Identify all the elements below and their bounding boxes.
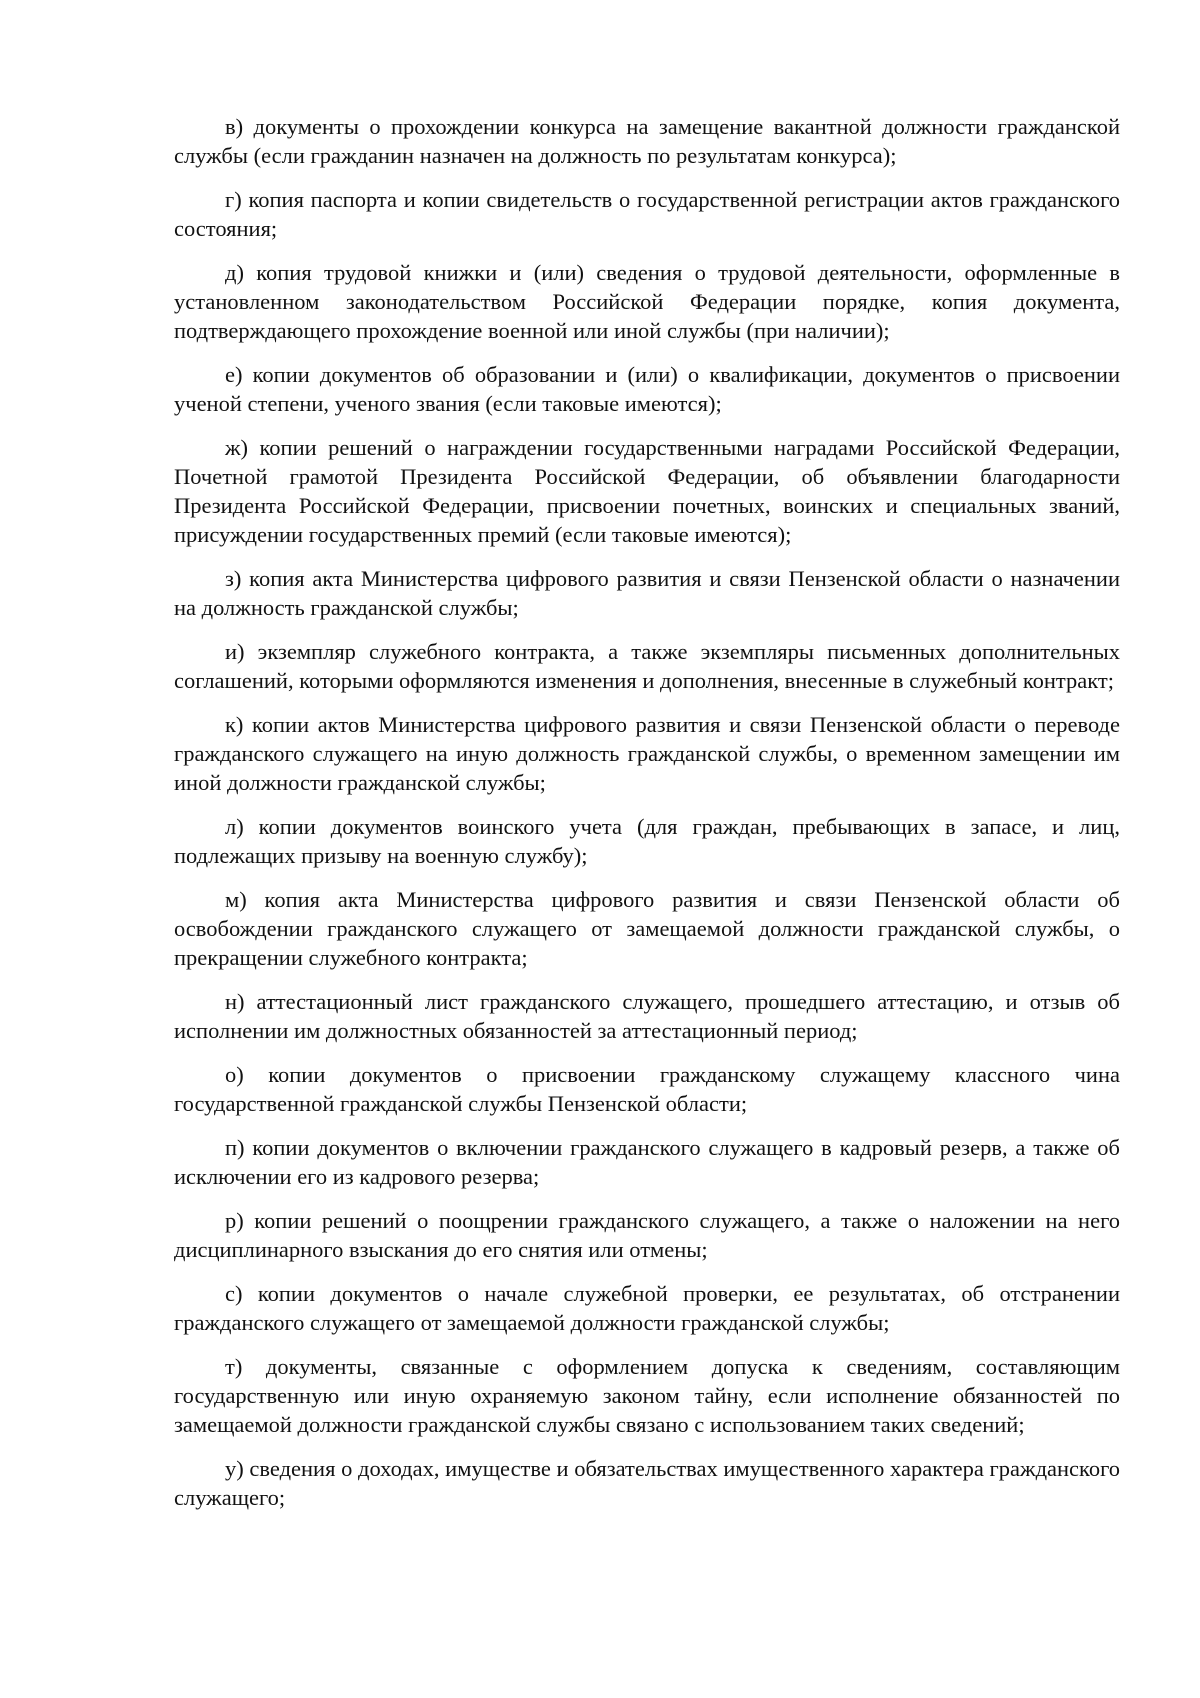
list-item-g: г) копия паспорта и копии свидетельств о государственной регистрации актов гражданского состояния; <box>174 187 1120 241</box>
list-item-z: з) копия акта Министерства цифрового развития и связи Пензенской области о назначении на должность гражданской службы; <box>174 566 1120 620</box>
list-item-t: т) документы, связанные с оформлением допуска к сведениям, составляющим государственную или иную охраняемую законом тайну, если исполнение обязанностей по замещаемой должности гражданской службы связано с использованием таких сведений; <box>174 1354 1120 1437</box>
list-item-r: р) копии решений о поощрении гражданского служащего, а также о наложении на него дисциплинарного взыскания до его снятия или отмены; <box>174 1208 1120 1262</box>
list-item-u: у) сведения о доходах, имуществе и обязательствах имущественного характера гражданского служащего; <box>174 1456 1120 1510</box>
list-item-zh: ж) копии решений о награждении государственными наградами Российской Федерации, Почетной грамотой Президента Российской Федерации, об объявлении благодарности Президента Российской Федерации, присвоении почетных, воинских и специальных званий, присуждении государственных премий (если таковые имеются); <box>174 435 1120 547</box>
list-item-v: в) документы о прохождении конкурса на замещение вакантной должности гражданской службы (если гражданин назначен на должность по результатам конкурса); <box>174 114 1120 168</box>
list-item-e: е) копии документов об образовании и (или) о квалификации, документов о присвоении ученой степени, ученого звания (если таковые имеются); <box>174 362 1120 416</box>
list-item-n: н) аттестационный лист гражданского служащего, прошедшего аттестацию, и отзыв об исполнении им должностных обязанностей за аттестационный период; <box>174 989 1120 1043</box>
list-item-m: м) копия акта Министерства цифрового развития и связи Пензенской области об освобождении гражданского служащего от замещаемой должности гражданской службы, о прекращении служебного контракта; <box>174 887 1120 970</box>
document-body <box>174 112 1120 1527</box>
list-item-o: о) копии документов о присвоении гражданскому служащему классного чина государственной гражданской службы Пензенской области; <box>174 1062 1120 1116</box>
list-item-d: д) копия трудовой книжки и (или) сведения о трудовой деятельности, оформленные в установленном законодательством Российской Федерации порядке, копия документа, подтверждающего прохождение военной или иной службы (при наличии); <box>174 260 1120 343</box>
list-item-p: п) копии документов о включении гражданского служащего в кадровый резерв, а также об исключении его из кадрового резерва; <box>174 1135 1120 1189</box>
list-item-i: и) экземпляр служебного контракта, а также экземпляры письменных дополнительных соглашений, которыми оформляются изменения и дополнения, внесенные в служебный контракт; <box>174 639 1120 693</box>
list-item-k: к) копии актов Министерства цифрового развития и связи Пензенской области о переводе гражданского служащего на иную должность гражданской службы, о временном замещении им иной должности гражданской службы; <box>174 712 1120 795</box>
list-item-l: л) копии документов воинского учета (для граждан, пребывающих в запасе, и лиц, подлежащих призыву на военную службу); <box>174 814 1120 868</box>
list-item-s: с) копии документов о начале служебной проверки, ее результатах, об отстранении гражданского служащего от замещаемой должности гражданской службы; <box>174 1281 1120 1335</box>
